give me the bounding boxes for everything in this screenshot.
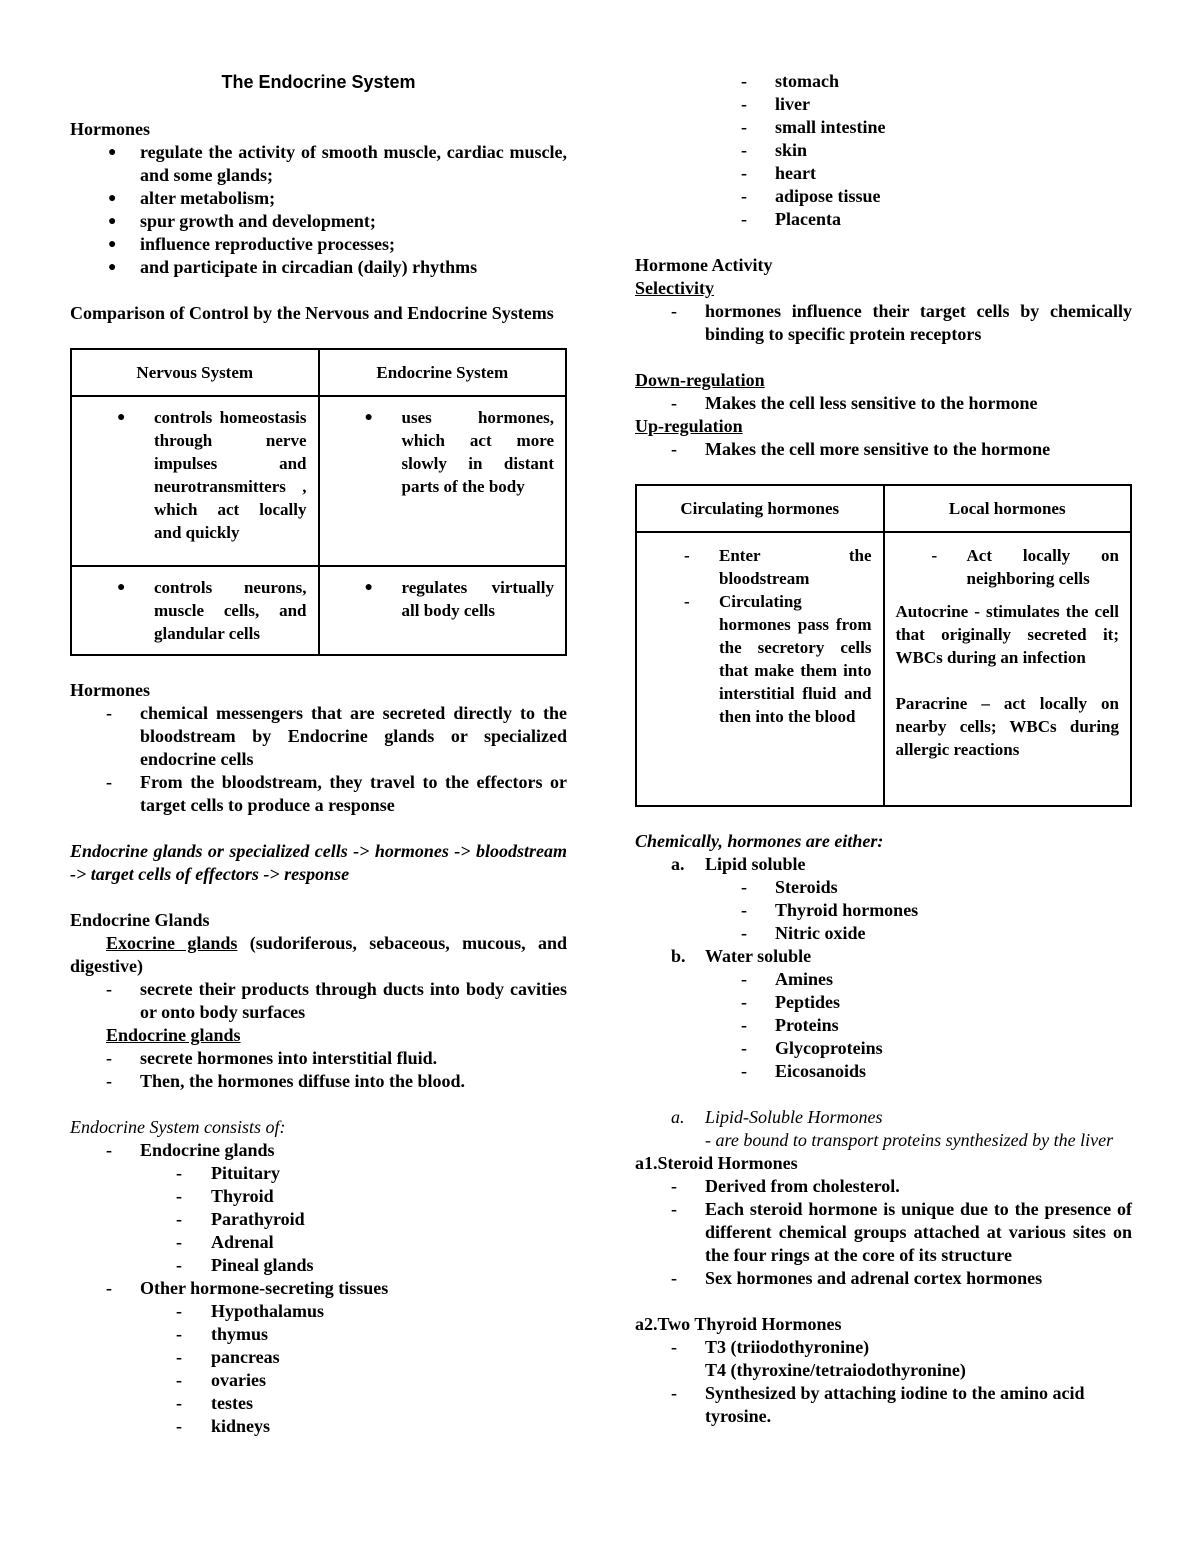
thyroid-heading: a2.Two Thyroid Hormones [635, 1314, 842, 1334]
pathway-text: Endocrine glands or specialized cells -> hormones -> bloodstream -> target cells of effectors -> response [70, 841, 567, 884]
page-title: The Endocrine System [221, 72, 416, 92]
up-regulation-list [635, 438, 1132, 461]
table-cell: ● uses hormones, which act more slowly in distant parts of the body [321, 398, 565, 506]
table-cell: ● controls neurons, muscle cells, and glandular cells [73, 568, 317, 653]
table-header-endocrine: Endocrine System [319, 349, 567, 396]
list-item: - Makes the cell less sensitive to the hormone [671, 393, 1038, 413]
lipid-soluble-list [635, 876, 1132, 945]
list-item: - secrete their products through ducts into body cavities or onto body surfaces [106, 979, 567, 1022]
list-item: - Proteins [741, 1015, 839, 1035]
list-item: - adipose tissue [741, 186, 881, 206]
consists-list-2 [70, 1277, 567, 1300]
list-item: - Glycoproteins [741, 1038, 883, 1058]
list-item: - Derived from cholesterol. [671, 1176, 900, 1196]
table-header-circulating: Circulating hormones [636, 485, 884, 532]
selectivity-label: Selectivity [635, 278, 714, 298]
list-item: - Makes the cell more sensitive to the hormone [671, 439, 1051, 459]
thyroid-synthesis-list [635, 1382, 1132, 1428]
consists-heading: Endocrine System consists of: [70, 1117, 286, 1137]
list-item: - Thyroid [176, 1186, 274, 1206]
comparison-heading: Comparison of Control by the Nervous and Endocrine Systems [70, 303, 554, 323]
lipid-soluble-item: a. Lipid soluble [671, 854, 806, 874]
table-header-nervous: Nervous System [71, 349, 319, 396]
up-regulation-label: Up-regulation [635, 416, 743, 436]
list-item: - Then, the hormones diffuse into the blood. [106, 1071, 466, 1091]
list-item: - ovaries [176, 1370, 266, 1390]
list-item: - Pineal glands [176, 1255, 314, 1275]
lipid-soluble-desc: - are bound to transport proteins synthesized by the liver [705, 1130, 1114, 1150]
other-tissues-list-continued [635, 70, 1132, 231]
water-soluble-list [635, 968, 1132, 1083]
list-item: - liver [741, 94, 810, 114]
table-cell: - Enter the bloodstream [684, 546, 872, 588]
list-item: - From the bloodstream, they travel to the effectors or target cells to produce a response [106, 772, 567, 815]
lipid-soluble-heading: a. Lipid-Soluble Hormones [671, 1107, 883, 1127]
left-column [70, 70, 567, 1438]
list-item: - Each steroid hormone is unique due to the presence of different chemical groups attached at various sites on the four rings at the core of its structure [671, 1199, 1132, 1265]
consists-list [70, 1139, 567, 1162]
comparison-table [70, 348, 567, 656]
table-cell: ● regulates virtually all body cells [321, 568, 565, 630]
hormones-definition-list [70, 702, 567, 817]
list-item: ● and participate in circadian (daily) rhythms [70, 256, 567, 279]
table-header-local: Local hormones [884, 485, 1132, 532]
thyroid-list [635, 1336, 1132, 1359]
list-item: - Other hormone-secreting tissues [106, 1278, 389, 1298]
hormone-activity-heading: Hormone Activity [635, 255, 773, 275]
hormones-heading: Hormones [70, 119, 150, 139]
list-item: - Endocrine glands [106, 1140, 275, 1160]
endocrine-list [70, 1047, 567, 1093]
other-tissues-list [70, 1300, 567, 1438]
list-item: - chemical messengers that are secreted directly to the bloodstream by Endocrine glands or specialized endocrine cells [106, 703, 567, 769]
endocrine-glands-list [70, 1162, 567, 1277]
table-cell: - Circulating hormones pass from the secretory cells that make them into interstitial fluid and then into the blood [684, 592, 872, 726]
down-regulation-list [635, 392, 1132, 415]
hormone-types-table [635, 484, 1132, 807]
list-item: - kidneys [176, 1416, 271, 1436]
chemical-heading: Chemically, hormones are either: [635, 831, 884, 851]
exocrine-label: Exocrine glands [106, 933, 238, 953]
list-item: - skin [741, 140, 808, 160]
steroid-list [635, 1175, 1132, 1290]
t4-text: T4 (thyroxine/tetraiodothyronine) [705, 1360, 966, 1380]
water-soluble-item: b. Water soluble [671, 946, 812, 966]
exocrine-list [70, 978, 567, 1024]
list-item: - stomach [741, 71, 839, 91]
list-item: - Parathyroid [176, 1209, 305, 1229]
table-cell: ● controls homeostasis through nerve impulses and neurotransmitters , which act locally and quickly [73, 398, 317, 552]
list-item: - Amines [741, 969, 833, 989]
list-item: - testes [176, 1393, 253, 1413]
list-item: - Peptides [741, 992, 840, 1012]
endocrine-glands-heading: Endocrine Glands [70, 910, 210, 930]
list-item: - Sex hormones and adrenal cortex hormones [671, 1268, 1043, 1288]
paracrine-text: Paracrine – act locally on nearby cells; WBCs during allergic reactions [895, 694, 1119, 759]
hormones-definition-heading: Hormones [70, 680, 150, 700]
list-item: - hormones influence their target cells by chemically binding to specific protein receptors [671, 301, 1132, 344]
list-item: - pancreas [176, 1347, 280, 1367]
steroid-heading: a1.Steroid Hormones [635, 1153, 798, 1173]
list-item: - thymus [176, 1324, 269, 1344]
autocrine-text: Autocrine - stimulates the cell that originally secreted it; WBCs during an infection [895, 602, 1119, 667]
list-item: - small intestine [741, 117, 886, 137]
list-item: - Eicosanoids [741, 1061, 867, 1081]
list-item: - Adrenal [176, 1232, 274, 1252]
list-item: - Placenta [741, 209, 841, 229]
list-item: - Synthesized by attaching iodine to the amino acid tyrosine. [671, 1383, 1085, 1426]
list-item: ● alter metabolism; [70, 187, 567, 210]
list-item: ● influence reproductive processes; [70, 233, 567, 256]
right-column [635, 70, 1132, 1428]
list-item: ● regulate the activity of smooth muscle, cardiac muscle, and some glands; [70, 141, 567, 187]
selectivity-list [635, 300, 1132, 346]
down-regulation-label: Down-regulation [635, 370, 765, 390]
list-item: - Thyroid hormones [741, 900, 919, 920]
endocrine-label: Endocrine glands [106, 1025, 241, 1045]
exocrine-paragraph: Exocrine glands (sudoriferous, sebaceous, mucous, and digestive) [70, 933, 567, 976]
list-item: - Pituitary [176, 1163, 280, 1183]
list-item: - Nitric oxide [741, 923, 866, 943]
list-item: - secrete hormones into interstitial fluid. [106, 1048, 438, 1068]
list-item: - T3 (triiodothyronine) [671, 1337, 870, 1357]
list-item: - Steroids [741, 877, 838, 897]
list-item: - heart [741, 163, 816, 183]
table-cell: - Act locally on neighboring cells [931, 546, 1119, 588]
list-item: - Hypothalamus [176, 1301, 325, 1321]
hormones-bullet-list [70, 141, 567, 279]
list-item: ● spur growth and development; [70, 210, 567, 233]
